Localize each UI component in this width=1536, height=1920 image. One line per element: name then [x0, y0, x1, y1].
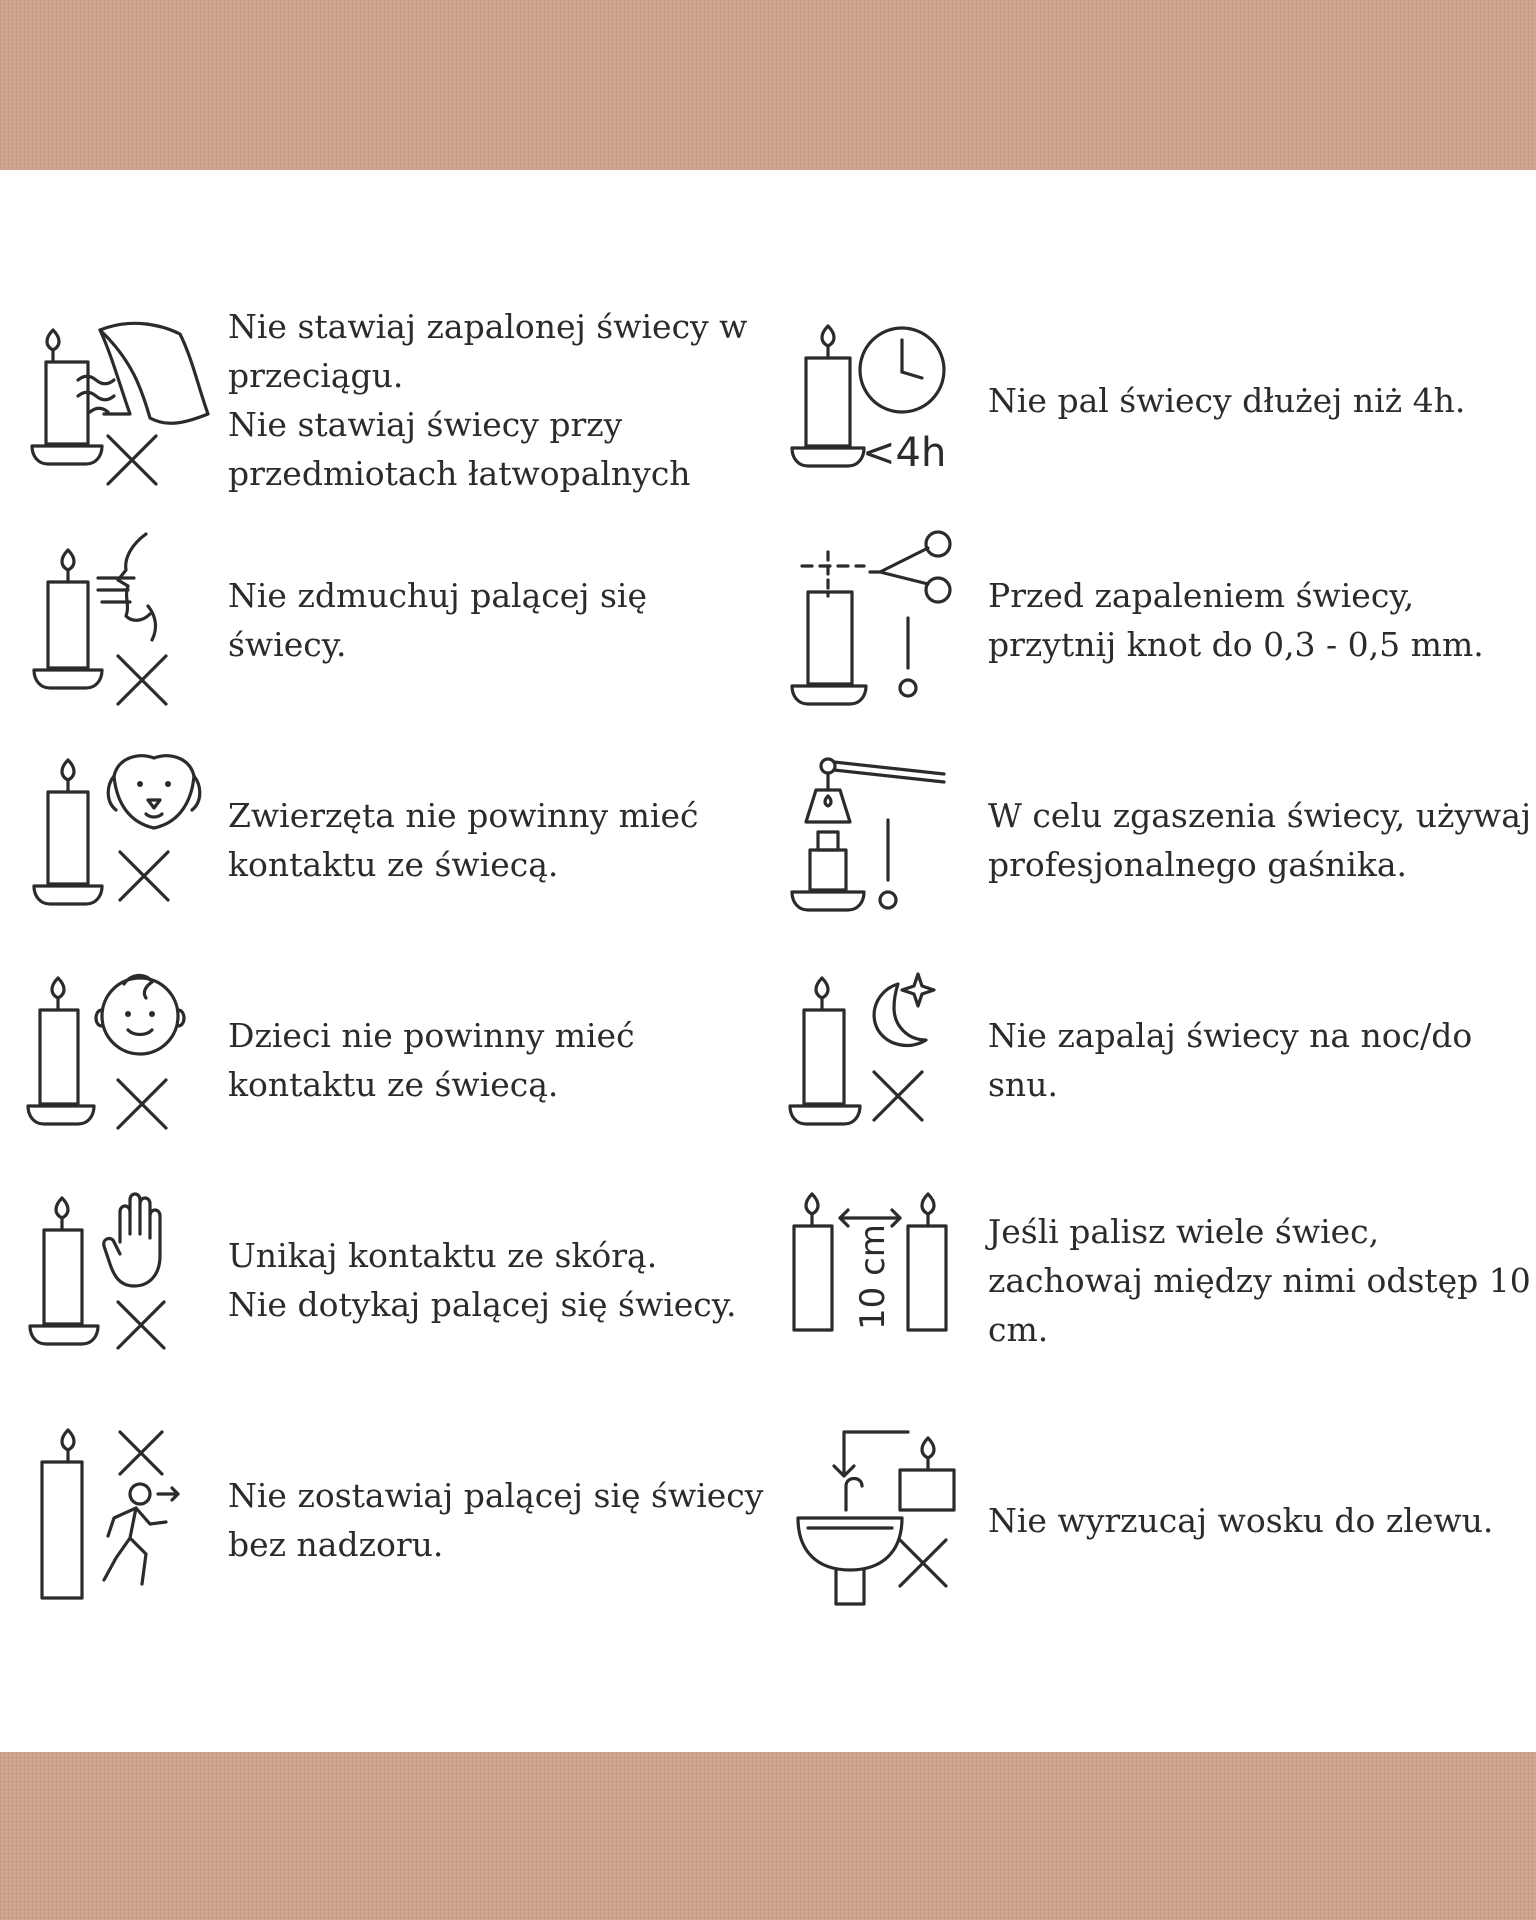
- rule-item-trim: [788, 520, 1528, 720]
- rule-item-sink: [788, 1420, 1528, 1620]
- rule-text: [228, 1180, 773, 1380]
- rule-item-draft: [28, 300, 768, 500]
- bottom-decorative-band: [0, 1752, 1536, 1920]
- rule-line: W celu zgaszenia świecy, używaj profesjonalnego gaśnika.: [988, 796, 1532, 884]
- candle-snuffer-icon: [788, 740, 1008, 940]
- rule-text: [228, 960, 773, 1160]
- candle-sink-icon: [788, 1420, 1008, 1620]
- rule-line: Unikaj kontaktu ze skórą.: [228, 1236, 658, 1275]
- rule-line: Nie dotykaj palącej się świecy.: [228, 1285, 737, 1324]
- rule-text: [988, 1180, 1533, 1380]
- rule-item-distance: [788, 1180, 1531, 1380]
- rule-text: [228, 740, 773, 940]
- rule-line: Nie wyrzucaj wosku do zlewu.: [988, 1500, 1494, 1540]
- candle-hand-icon: [28, 1180, 248, 1380]
- rule-text: [228, 1420, 773, 1620]
- rule-item-time: [788, 300, 1528, 500]
- rule-text: [988, 740, 1533, 940]
- candle-moon-icon: [788, 960, 1008, 1160]
- rule-item-blow: [28, 520, 768, 720]
- rule-item-supervision: [28, 1420, 768, 1620]
- rule-text: [988, 520, 1533, 720]
- rule-line: Przed zapaleniem świecy, przytnij knot do 0,3 - 0,5 mm.: [988, 576, 1484, 664]
- rule-text: [988, 1420, 1533, 1620]
- candle-draft-cloth-icon: [28, 300, 248, 500]
- rule-line: Zwierzęta nie powinny mieć kontaktu ze świecą.: [228, 796, 699, 884]
- rule-line: Nie zdmuchuj palącej się świecy.: [228, 576, 647, 664]
- rule-line: Dzieci nie powinny mieć kontaktu ze świecą.: [228, 1016, 635, 1104]
- rule-line: Nie pal świecy dłużej niż 4h.: [988, 380, 1466, 420]
- rule-line: Nie zostawiaj palącej się świecy bez nadzoru.: [228, 1476, 764, 1564]
- rule-line: Nie zapalaj świecy na noc/do snu.: [988, 1016, 1473, 1104]
- rule-text: [988, 300, 1533, 500]
- candle-dog-icon: [28, 740, 248, 940]
- rule-item-night: [788, 960, 1528, 1160]
- rule-item-pets: [28, 740, 768, 940]
- rule-line: Jeśli palisz wiele świec, zachowaj między nimi odstęp 10 cm.: [988, 1211, 1531, 1349]
- candle-clock-icon: [788, 300, 1008, 500]
- rule-item-children: [28, 960, 768, 1160]
- rule-line: Nie stawiaj zapalonej świecy w przeciągu.: [228, 307, 748, 395]
- top-decorative-band: [0, 0, 1536, 170]
- rule-text: [228, 520, 773, 720]
- rule-text: [988, 960, 1533, 1160]
- candle-scissors-icon: [788, 520, 1008, 720]
- rule-text: [228, 300, 773, 500]
- candle-person-leaving-icon: [28, 1420, 248, 1620]
- icon-label: <4h: [862, 430, 947, 476]
- rule-item-snuffer: [788, 740, 1532, 940]
- rule-item-skin: [28, 1180, 768, 1380]
- candles-distance-icon: [788, 1180, 1008, 1380]
- candle-blow-icon: [28, 520, 248, 720]
- rule-line: Nie stawiaj świecy przy przedmiotach łatwopalnych: [228, 405, 691, 493]
- candle-child-icon: [28, 960, 248, 1160]
- icon-label: 10 cm: [853, 1224, 893, 1330]
